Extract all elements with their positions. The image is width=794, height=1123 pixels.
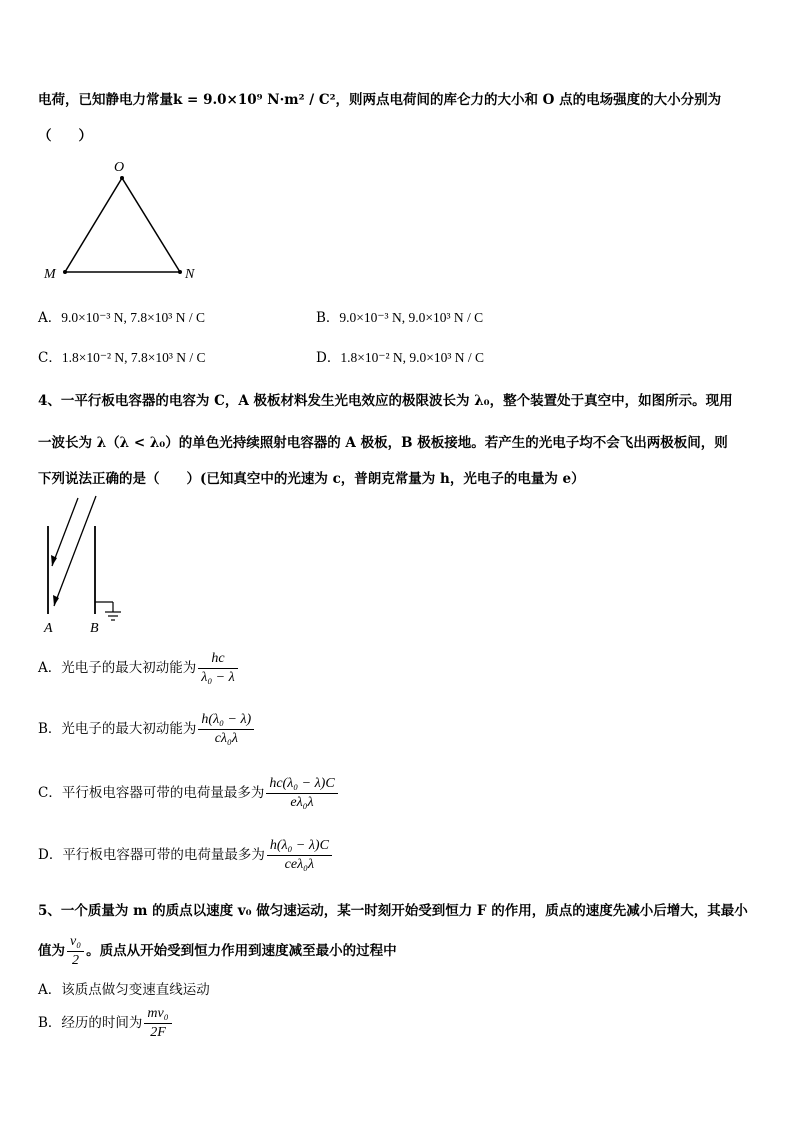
q4-option-d[interactable] — [38, 838, 334, 873]
q3-option-d[interactable] — [316, 346, 484, 366]
stem-text: 值为 — [38, 943, 65, 959]
option-text: 经历的时间为 — [61, 1015, 143, 1031]
option-label: A． — [38, 660, 62, 676]
option-label: A． — [38, 310, 62, 326]
q3-option-c[interactable] — [38, 346, 206, 366]
q4-stem-line1: 4、一平行板电容器的电容为 C，A 极板材料发生光电效应的极限波长为 λ₀，整个装置处于真空中，如图所示。现用 — [38, 393, 733, 409]
q4-stem-line2: 一波长为 λ（λ < λ₀）的单色光持续照射电容器的 A 极板，B 极板接地。若产生的光电子均不会飞出两极板间，则 — [38, 435, 728, 451]
fraction: $\frac{\text{v₀}}{2}$ — [67, 934, 84, 969]
option-label: D． — [316, 350, 341, 366]
label-b: B — [90, 621, 99, 636]
q5-option-b[interactable] — [38, 1006, 174, 1041]
q4-option-b[interactable] — [38, 712, 256, 747]
option-text: 9.0×10⁻³ N, 9.0×10³ N / C — [339, 310, 484, 325]
fraction: $\frac{\text{mv₀}}{2F}$ — [144, 1006, 171, 1041]
q5-option-a[interactable] — [38, 978, 210, 998]
option-label: B． — [316, 310, 340, 326]
q4-stem-line3: 下列说法正确的是（ ）(已知真空中的光速为 c，普朗克常量为 h，光电子的电量为 e） — [38, 471, 585, 487]
option-text: 1.8×10⁻² N, 7.8×10³ N / C — [61, 350, 206, 365]
label-o: O — [114, 160, 125, 175]
label-m: M — [44, 267, 56, 282]
option-label: A． — [38, 982, 62, 998]
label-n: N — [185, 267, 195, 282]
option-label: B． — [38, 1015, 62, 1031]
fraction: $\frac{\text{h(λ₀ − λ)}}{\text{cλ₀λ}}$ — [198, 712, 254, 747]
option-label: C． — [38, 350, 62, 366]
option-text: 平行板电容器可带的电荷量最多为 — [62, 847, 265, 863]
stem-text: 。质点从开始受到恒力作用到速度减至最小的过程中 — [86, 943, 397, 959]
option-text: 光电子的最大初动能为 — [61, 660, 197, 676]
option-label: C． — [38, 785, 62, 801]
label-a: A — [44, 621, 53, 636]
option-text: 1.8×10⁻² N, 9.0×10³ N / C — [340, 350, 485, 365]
fraction: $\frac{hc}{\text{λ₀ − λ}}$ — [198, 651, 237, 686]
q5-stem-line1: 5、一个质量为 m 的质点以速度 v₀ 做匀速运动，某一时刻开始受到恒力 F 的作用，质点的速度先减小后增大，其最小 — [38, 903, 748, 919]
q5-stem-line2 — [38, 934, 397, 969]
q3-option-a[interactable] — [38, 306, 205, 326]
option-text: 9.0×10⁻³ N, 7.8×10³ N / C — [61, 310, 205, 325]
triangle-figure — [38, 152, 208, 284]
q3-stem-line2: （ ） — [38, 128, 92, 144]
option-label: B． — [38, 721, 62, 737]
option-text: 该质点做匀变速直线运动 — [61, 982, 210, 998]
option-text: 平行板电容器可带的电荷量最多为 — [61, 785, 265, 801]
option-label: D． — [38, 847, 63, 863]
q3-stem-line1: 电荷，已知静电力常量k = 9.0×10⁹ N·m² / C²，则两点电荷间的库仑力的大小和 O 点的电场强度的大小分别为 — [38, 92, 722, 108]
fraction: $\frac{\text{h(λ₀ − λ)C}}{\text{ceλ₀λ}}$ — [267, 838, 332, 873]
capacitor-figure — [38, 494, 138, 636]
q4-option-c[interactable] — [38, 776, 340, 811]
q4-option-a[interactable] — [38, 651, 240, 686]
fraction: $\frac{\text{hc(λ₀ − λ)C}}{\text{eλ₀λ}}$ — [266, 776, 337, 811]
option-text: 光电子的最大初动能为 — [61, 721, 197, 737]
q3-option-b[interactable] — [316, 306, 483, 326]
